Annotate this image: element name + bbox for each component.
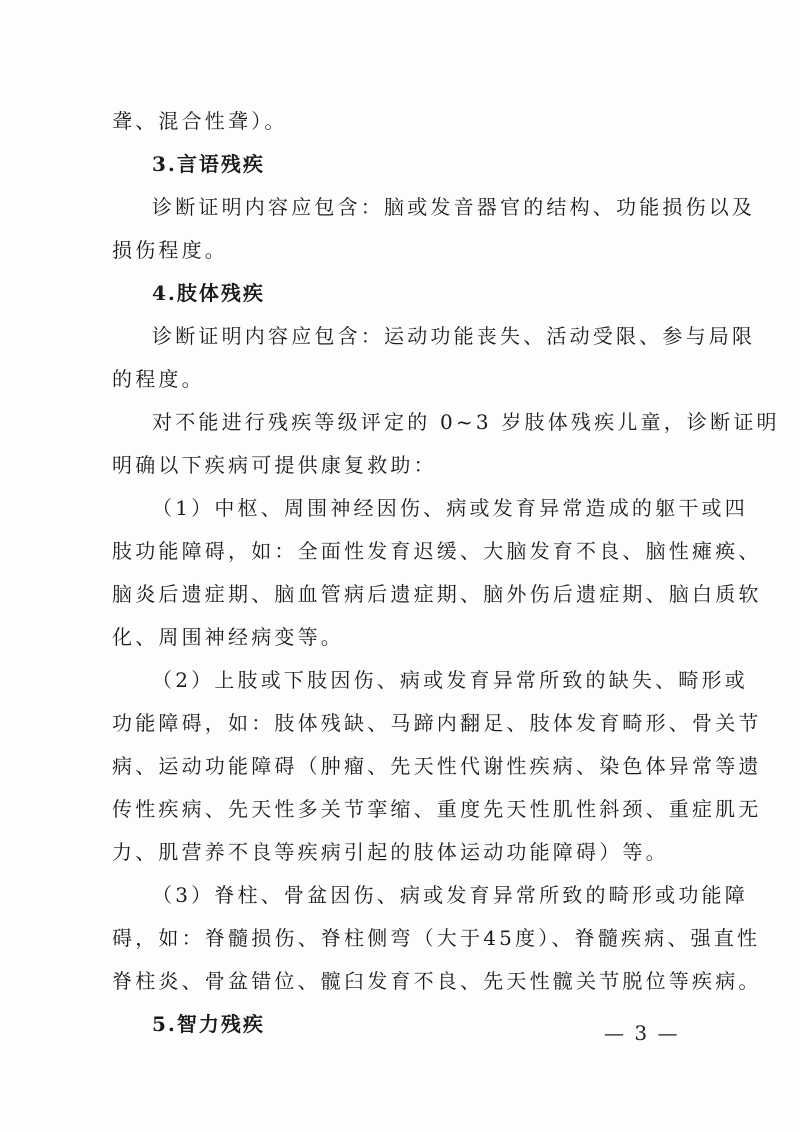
text-line: （2）上肢或下肢因伤、病或发育异常所致的缺失、畸形或 [152,668,748,692]
section-heading-physical-disability: 4.肢体残疾 [152,281,265,305]
text-line: 对不能进行残疾等级评定的 0~3 岁肢体残疾儿童，诊断证明 [152,410,780,434]
text-line: 传性疾病、先天性多关节挛缩、重度先天性肌性斜颈、重症肌无 [112,797,762,821]
text-line: 损伤程度。 [112,238,228,262]
text-line: 诊断证明内容应包含：脑或发音器官的结构、功能损伤以及 [152,195,756,219]
text-line: 的程度。 [112,367,205,391]
page-number: — 3 — [604,1021,680,1045]
text-line: 力、肌营养不良等疾病引起的肢体运动功能障碍）等。 [112,840,669,864]
text-line: 脊柱炎、骨盆错位、髋臼发育不良、先天性髋关节脱位等疾病。 [112,969,762,993]
text-line: 碍，如：脊髓损伤、脊柱侧弯（大于45度）、脊髓疾病、强直性 [112,926,761,950]
section-heading-speech-disability: 3.言语残疾 [152,152,265,176]
text-line: 聋、混合性聋）。 [112,109,288,133]
text-line: （1）中枢、周围神经因伤、病或发育异常造成的躯干或四 [152,496,748,520]
text-line: 明确以下疾病可提供康复救助： [112,453,437,477]
section-heading-intellectual-disability: 5.智力残疾 [152,1012,265,1036]
text-line: 病、运动功能障碍（肿瘤、先天性代谢性疾病、染色体异常等遗 [112,754,762,778]
text-line: 化、周围神经病变等。 [112,625,344,649]
text-line: 脑炎后遗症期、脑血管病后遗症期、脑外伤后遗症期、脑白质软 [112,582,762,606]
text-line: 肢功能障碍，如：全面性发育迟缓、大脑发育不良、脑性瘫痪、 [112,539,762,563]
text-line: 功能障碍，如：肢体残缺、马蹄内翻足、肢体发育畸形、骨关节 [112,711,762,735]
text-line: （3）脊柱、骨盆因伤、病或发育异常所致的畸形或功能障 [152,883,748,907]
text-line: 诊断证明内容应包含：运动功能丧失、活动受限、参与局限 [152,324,756,348]
